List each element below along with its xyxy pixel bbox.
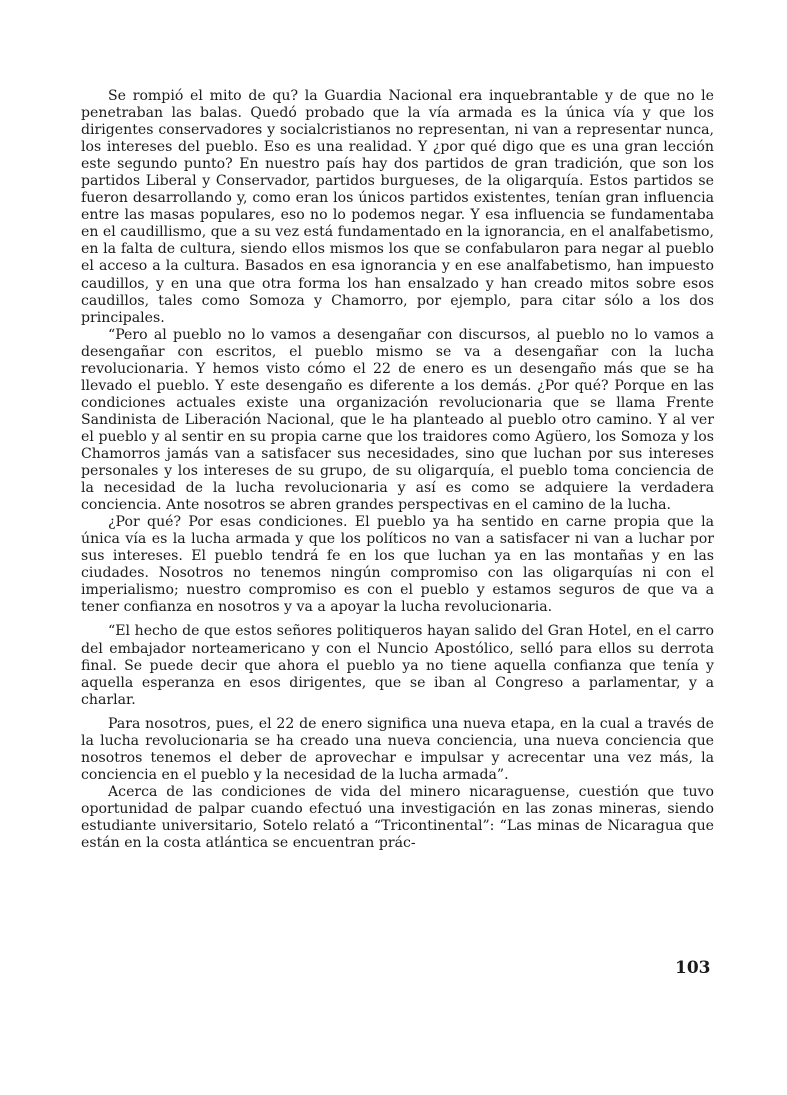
paragraph-6: Acerca de las condiciones de vida del minero nicaraguense, cuestión que tuvo oportunidad de palpar cuando efectuó una investigación en las zonas mineras, siendo estudiante universitario, Sotelo relató a “Tricontinental”: “Las minas de Nicaragua que están en la costa atlántica se encuentran prác- [81, 783, 714, 852]
paragraph-4: “El hecho de que estos señores politiqueros hayan salido del Gran Hotel, en el carro del embajador norteamericano y con el Nuncio Apostólico, selló para ellos su derrota final. Se puede decir que ahora el pueblo ya no tiene aquella confianza que tenía y aquella esperanza en esos dirigentes, que se iban al Congreso a parlamentar, y a charlar. [81, 623, 714, 708]
paragraph-5: Para nosotros, pues, el 22 de enero significa una nueva etapa, en la cual a través de la lucha revolucionaria se ha creado una nueva conciencia, una nueva conciencia que nosotros tenemos el deber de aprovechar e impulsar y acrecentar una vez más, la conciencia en el pueblo y la necesidad de la lucha armada”. [81, 715, 714, 783]
body-text [81, 88, 714, 852]
page-number: 103 [675, 958, 711, 978]
paragraph-2: “Pero al pueblo no lo vamos a desengañar con discursos, al pueblo no lo vamos a desengañar con escritos, el pueblo mismo se va a desengañar con la lucha revolucionaria. Y hemos visto cómo el 22 de enero es un desengaño más que se ha llevado el pueblo. Y este desengaño es diferente a los demás. ¿Por qué? Porque en las condiciones actuales existe una organización revolucionaria que se llama Frente Sandinista de Liberación Nacional, que le ha planteado al pueblo otro camino. Y al ver el pueblo y al sentir en su propia carne que los traidores como Agüero, los Somoza y los Chamorros jamás van a satisfacer sus necesidades, sino que luchan por sus intereses personales y los intereses de su grupo, de su oligarquía, el pueblo toma conciencia de la necesidad de la lucha revolucionaria y así es como se adquiere la verdadera conciencia. Ante nosotros se abren grandes perspectivas en el camino de la lucha. [81, 326, 714, 514]
paragraph-3: ¿Por qué? Por esas condiciones. El pueblo ya ha sentido en carne propia que la única vía es la lucha armada y que los políticos no van a satisfacer ni van a luchar por sus intereses. El pueblo tendrá fe en los que luchan ya en las montañas y en las ciudades. Nosotros no tenemos ningún compromiso con las oligarquías ni con el imperialismo; nuestro compromiso es con el pueblo y estamos seguros de que va a tener confianza en nosotros y va a apoyar la lucha revolucionaria. [81, 514, 714, 616]
paragraph-1: Se rompió el mito de qu? la Guardia Nacional era inquebrantable y de que no le penetraban las balas. Quedó probado que la vía armada es la única vía y que los dirigentes conservadores y socialcristianos no representan, ni van a representar nunca, los intereses del pueblo. Eso es una realidad. Y ¿por qué digo que es una gran lección este segundo punto? En nuestro país hay dos partidos de gran tradición, que son los partidos Liberal y Conservador, partidos burgueses, de la oligarquía. Estos partidos se fueron desarrollando y, como eran los únicos partidos existentes, tenían gran influencia entre las masas populares, eso no lo podemos negar. Y esa influencia se fundamentaba en el caudillismo, que a su vez está fundamentado en la ignorancia, en el analfabetismo, en la falta de cultura, siendo ellos mismos los que se confabularon para negar al pueblo el acceso a la cultura. Basados en esa ignorancia y en ese analfabetismo, han impuesto caudillos, y en una que otra forma los han ensalzado y han creado mitos sobre esos caudillos, tales como Somoza y Chamorro, por ejemplo, para citar sólo a los dos principales. [81, 88, 714, 326]
